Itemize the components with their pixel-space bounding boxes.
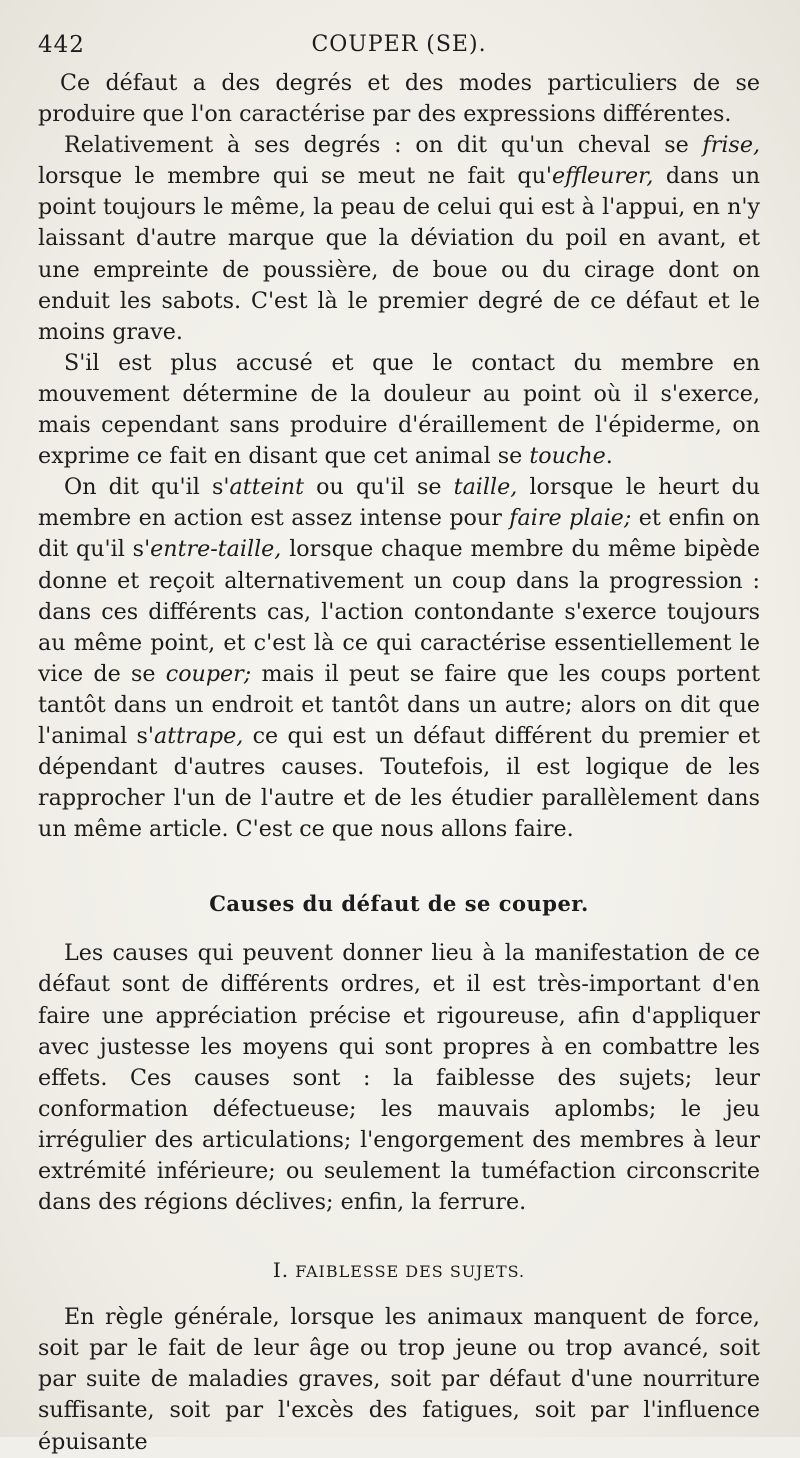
italic-term-atteint: atteint <box>229 474 304 501</box>
text-run: dans un point toujours le même, la peau de celui qui est à l'appui, en n'y laissant d'autre marque que la déviation du poil en avant, et une empreinte de poussière, de boue ou du cirage dont on enduit les sabots. C'est là le premier degré de ce défaut et le moins grave. <box>38 163 760 345</box>
paragraph-1: Ce défaut a des degrés et des modes particuliers de se produire que l'on caractérise par des expressions différentes. <box>38 70 760 128</box>
italic-term-effleurer: effleurer, <box>552 163 654 190</box>
italic-term-entre-taille: entre-taille, <box>150 536 282 563</box>
text-run: mais il peut se faire que les coups portent tantôt dans un endroit et tantôt dans un autre; alors on dit que l'animal s' <box>38 660 760 749</box>
section-title: Causes du défaut de se couper. <box>209 891 589 917</box>
italic-term-touche: touche <box>529 443 606 470</box>
text-run: ce qui est un défaut différent du premier et dépendant d'autres causes. Toutefois, il est logique de les rapprocher l'un de l'autre et de les étudier parallèlement dans un même article. C'est ce que nous allons faire. <box>38 722 760 843</box>
paragraph-6: En règle générale, lorsque les animaux manquent de force, soit par le fait de leur âge ou trop jeune ou trop avancé, soit par suite de maladies graves, soit par défaut d'une nourriture suffisante, soit par l'excès des fatigues, soit par l'influence épuisante <box>38 1304 760 1455</box>
text-run: . <box>605 443 613 470</box>
paragraph-5: Les causes qui peuvent donner lieu à la manifestation de ce défaut sont de différents ordres, et il est très-important d'en faire une appréciation précise et rigoureuse, afin d'appliquer avec justesse les moyens qui sont propres à en combattre les effets. Ces causes sont : la faiblesse des sujets; leur conformation défectueuse; les mauvais aplombs; le jeu irrégulier des articulations; l'engorgement des membres à leur extrémité inférieure; ou seulement la tuméfaction circonscrite dans des régions déclives; enfin, la ferrure. <box>38 940 760 1216</box>
running-head: COUPER (SE). <box>311 32 487 57</box>
paragraph-4 <box>38 472 760 845</box>
text-run: On dit qu'il s' <box>64 474 230 501</box>
subsection-numeral: I. <box>272 1258 290 1283</box>
text-run: ou qu'il se <box>304 474 454 501</box>
italic-term-faire-plaie: faire plaie; <box>509 505 632 532</box>
italic-term-attrape: attrape, <box>154 722 244 749</box>
page-number: 442 <box>38 32 85 58</box>
italic-term-frise: frise, <box>702 132 760 159</box>
paragraph-2 <box>38 130 760 348</box>
subsection-title <box>38 1258 760 1282</box>
text-run: lorsque chaque membre du même bipède donne et reçoit alternativement un coup dans la progression : dans ces différents cas, l'action contondante s'exerce toujours au même point, et c'est là ce qui caractérise essentiellement le vice de se <box>38 536 760 687</box>
italic-term-couper: couper; <box>165 660 252 687</box>
text-run: lorsque le heurt du membre en action est assez intense pour <box>38 474 761 532</box>
page-header <box>38 28 760 68</box>
paragraph-3 <box>38 348 760 472</box>
text-run: lorsque le membre qui se meut ne fait qu' <box>38 163 553 190</box>
text-run: et enfin on dit qu'il s' <box>38 505 760 563</box>
text-run: Relativement à ses degrés : on dit qu'un cheval se <box>64 132 703 159</box>
text-run: S'il est plus accusé et que le contact du membre en mouvement détermine de la douleur au point où il s'exerce, mais cependant sans produire d'éraillement de l'épiderme, on exprime ce fait en disant que cet animal se <box>38 349 760 470</box>
italic-term-taille: taille, <box>453 474 518 501</box>
subsection-text: FAIBLESSE DES SUJETS. <box>295 1262 526 1282</box>
